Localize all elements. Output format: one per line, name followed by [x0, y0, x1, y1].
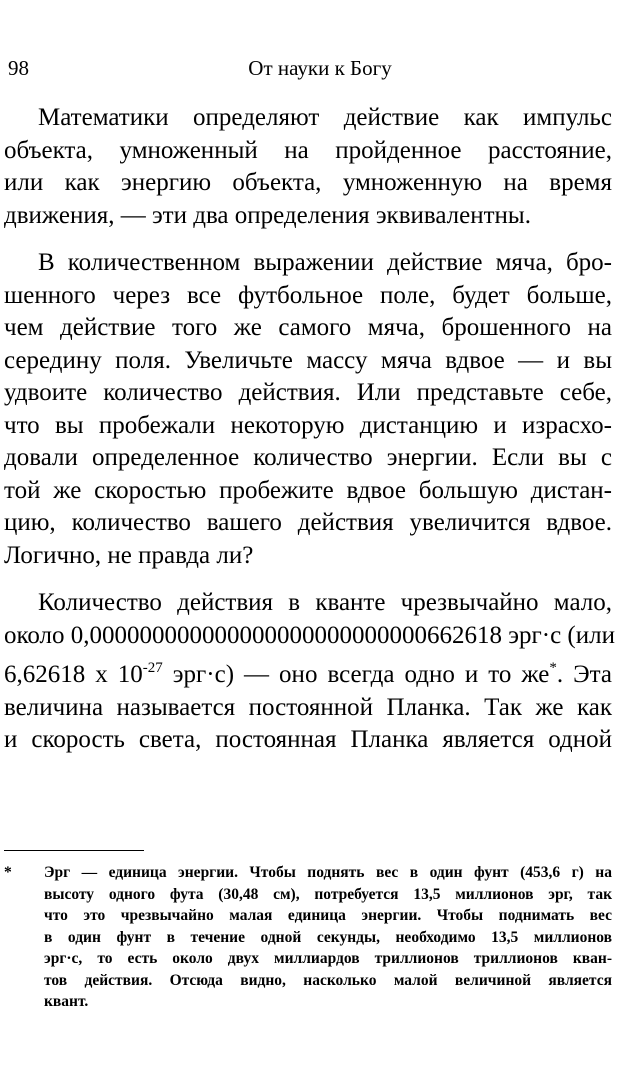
text-line: Логично, не правда ли?	[4, 541, 254, 569]
paragraph-1	[4, 102, 612, 232]
footnote-line: квант.	[44, 993, 89, 1010]
text-line: и скорость света, постоянная Планка является одной	[4, 726, 612, 753]
text-line: что вы пробежали некоторую дистанцию и израсхо-	[4, 411, 612, 439]
footnote-body	[44, 862, 612, 1013]
text-segment: . Эта	[556, 661, 612, 688]
footnote-line: в один фунт в течение одной секунды, необходимо 13,5 миллионов	[44, 928, 612, 946]
footnote-reference: *	[549, 660, 557, 676]
text-line: чем действие того же самого мяча, брошенного на	[4, 314, 612, 341]
text-line: движения, — эти два определения эквивалентны.	[4, 201, 531, 229]
footnote-line: Эрг — единица энергии. Чтобы поднять вес в один фунт (453,6 г) на	[44, 864, 612, 881]
footnote-divider	[4, 850, 144, 851]
paragraph-2	[4, 247, 612, 572]
footnote-line: высоту одного фута (30,48 см), потребуется 13,5 миллионов эрг, так	[44, 885, 612, 903]
footnote	[4, 862, 612, 1013]
text-line: шенного через все футбольное поле, будет больше,	[4, 281, 612, 309]
text-line: Математики определяют действие как импульс	[38, 104, 612, 131]
text-line: или как энергию объекта, умноженную на время	[4, 169, 612, 196]
text-line: величина называется постоянной Планка. Так же как	[4, 693, 612, 721]
text-line: Количество действия в кванте чрезвычайно мало,	[38, 589, 612, 616]
paragraph-3	[4, 587, 615, 757]
footnote-line: тов действия. Отсюда видно, насколько малой величиной является	[44, 971, 612, 989]
footnote-mark: *	[4, 864, 12, 881]
text-segment: 6,62618 х 10	[4, 661, 143, 688]
text-line: удвоите количество действия. Или представьте себе,	[4, 379, 612, 406]
exponent: -27	[142, 660, 163, 676]
text-line: около 0,000000000000000000000000000662618 эрг·с (или	[4, 621, 615, 649]
text-line-with-exponent	[4, 652, 612, 692]
text-line: объекта, умноженный на пройденное расстояние,	[4, 136, 612, 164]
text-line: довали определенное количество энергии. Если вы с	[4, 444, 612, 471]
page-number: 98	[8, 56, 29, 80]
text-line: В количественном выражении действие мяча, бро-	[38, 249, 612, 276]
footnote-line: что это чрезвычайно малая единица энергии. Чтобы поднимать вес	[44, 907, 612, 924]
text-line: той же скоростью пробежите вдвое большую дистан-	[4, 476, 612, 504]
running-title: От науки к Богу	[248, 56, 392, 80]
text-segment: эрг·с) — оно всегда одно и то же	[162, 661, 550, 688]
text-line: середину поля. Увеличьте массу мяча вдвое — и вы	[4, 346, 612, 374]
text-line: цию, количество вашего действия увеличится вдвое.	[4, 509, 612, 536]
page-header	[0, 56, 620, 86]
body-text	[4, 102, 615, 772]
footnote-line: эрг·с, то есть около двух миллиардов триллионов триллионов кван-	[44, 950, 612, 967]
